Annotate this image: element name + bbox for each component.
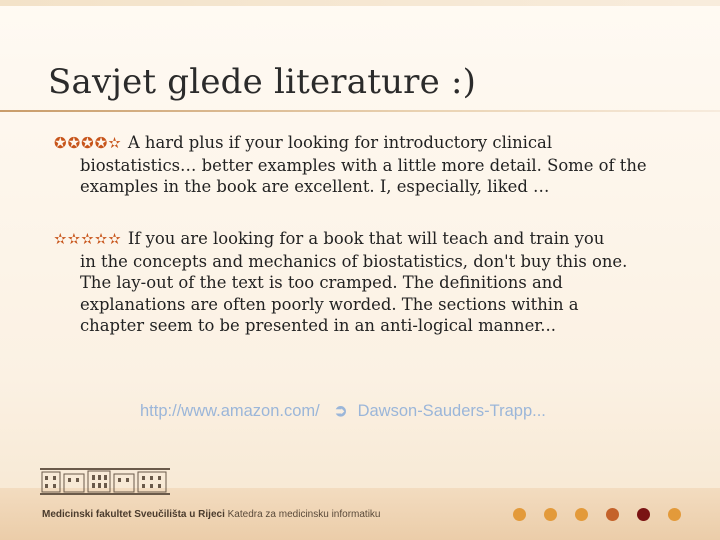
footer-institution: Medicinski fakultet Sveučilišta u Rijeci bbox=[42, 509, 225, 520]
footer-dot bbox=[544, 508, 557, 521]
faculty-building-logo bbox=[40, 466, 170, 496]
footer-dot bbox=[668, 508, 681, 521]
review-line: The lay-out of the text is too cramped. The definitions and bbox=[80, 273, 563, 292]
review-line bbox=[54, 228, 694, 251]
source-url[interactable]: http://www.amazon.com/ bbox=[140, 402, 320, 420]
review-text: If you are looking for a book that will teach and train you bbox=[127, 229, 605, 248]
footer-dot bbox=[606, 508, 619, 521]
footer-text bbox=[42, 509, 380, 520]
review-line: in the concepts and mechanics of biostatistics, don't buy this one. bbox=[80, 251, 628, 271]
review-line: biostatistics… better examples with a little more detail. Some of the bbox=[80, 155, 647, 175]
footer-dot bbox=[637, 508, 650, 521]
review-text: A hard plus if your looking for introductory clinical bbox=[127, 133, 553, 152]
review-line: examples in the book are excellent. I, especially, liked … bbox=[80, 177, 550, 196]
review-line: chapter seem to be presented in an anti-logical manner... bbox=[80, 316, 556, 335]
rating-stars-icon bbox=[54, 134, 122, 152]
footer-department: Katedra za medicinsku informatiku bbox=[227, 509, 381, 520]
source-target[interactable]: Dawson-Sauders-Trapp... bbox=[357, 402, 546, 420]
star-empty-icon: ✫✫✫✫✫ bbox=[54, 230, 122, 248]
star-filled-icon: ✪✪✪✪ bbox=[54, 134, 109, 152]
footer-dot bbox=[575, 508, 588, 521]
review-line bbox=[54, 132, 694, 155]
source-link[interactable] bbox=[140, 401, 546, 421]
top-decoration bbox=[0, 0, 720, 6]
slide-title: Savjet glede literature :) bbox=[48, 62, 477, 102]
star-empty-icon: ✫ bbox=[108, 134, 122, 152]
review-negative bbox=[54, 228, 694, 337]
footer-dot bbox=[513, 508, 526, 521]
rating-stars-icon bbox=[54, 230, 122, 248]
review-positive bbox=[54, 132, 694, 198]
title-underline bbox=[0, 110, 720, 112]
review-line: explanations are often poorly worded. The sections within a bbox=[80, 294, 579, 314]
arrow-right-circle-icon: ➲ bbox=[333, 402, 348, 420]
